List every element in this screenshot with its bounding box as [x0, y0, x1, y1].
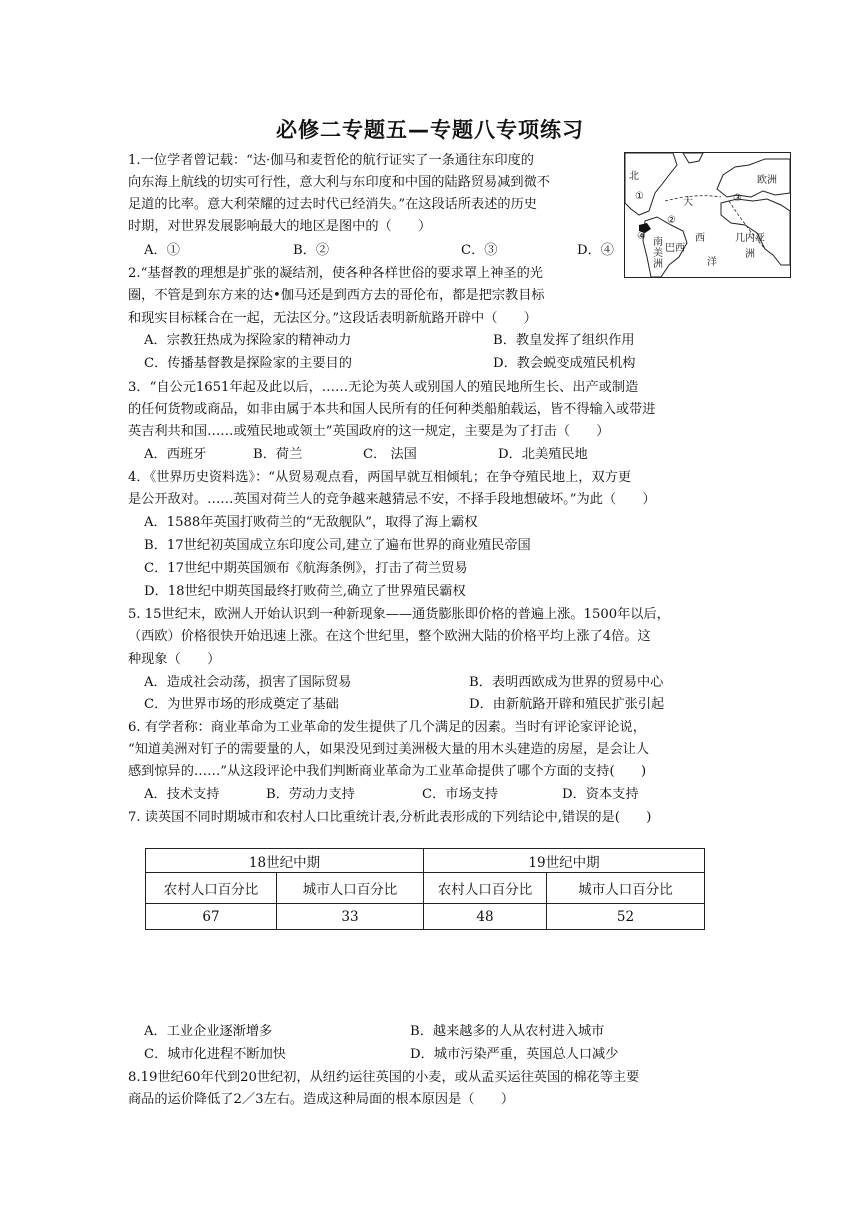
question-1-line: 1.一位学者曾记载：“达·伽马和麦哲伦的航行证实了一条通往东印度的 — [128, 153, 534, 168]
question-3-option-a: A．西班牙 — [144, 447, 207, 462]
question-6-line: 感到惊异的……”从这段评论中我们判断商业革命为工业革命提供了哪个方面的支持( ) — [128, 764, 647, 779]
question-2-line: 和现实目标糅合在一起，无法区分。”这段话表明新航路开辟中（ ） — [128, 311, 537, 326]
table-cell: 67 — [146, 904, 277, 930]
map-label: 洲 — [745, 249, 755, 260]
question-3-line: 3．“自公元1651年起及此以后，……无论为英人或别国人的殖民地所生长、出产或制造 — [128, 380, 639, 395]
map-label: 几内亚 — [735, 233, 765, 244]
table-column-header: 农村人口百分比 — [424, 873, 547, 904]
question-3-line: 的任何货物或商品，如非由属于本共和国人民所有的任何种类船舶载运，皆不得输入或带进 — [128, 402, 656, 417]
table-cell: 48 — [424, 904, 547, 930]
question-5-option-b: B．表明西欧成为世界的贸易中心 — [469, 675, 664, 690]
table-column-header: 城市人口百分比 — [547, 873, 705, 904]
table-period-header: 18世纪中期 — [146, 849, 424, 873]
question-3-option-c: C． 法国 — [363, 447, 417, 462]
map-label: 洋 — [707, 257, 717, 268]
page-title: 必修二专题五—专题八专项练习 — [276, 118, 584, 142]
question-2-line: 圈，不管是到东方来的达•伽马还是到西方去的哥伦布，都是把宗教目标 — [128, 288, 545, 303]
question-4-line: 是公开敌对。……英国对荷兰人的竞争越来越猜忌不安，不择手段地想破坏。”为此（ ） — [128, 492, 656, 507]
question-7-option-d: D．城市污染严重，英国总人口减少 — [410, 1047, 619, 1062]
map-label-marker-3: ③ — [733, 193, 742, 204]
map-label-marker-2: ② — [667, 215, 676, 226]
map-label: 西 — [695, 233, 705, 244]
map-label: 北 — [629, 171, 639, 182]
question-2-option-b: B．教皇发挥了组织作用 — [493, 333, 635, 348]
question-8-line: 8.19世纪60年代到20世纪初，从纽约运往英国的小麦，或从孟买运往英国的棉花等主要 — [128, 1070, 640, 1085]
question-2-option-d: D．教会蜕变成殖民机构 — [493, 356, 636, 371]
europe-shape — [717, 159, 790, 197]
question-1-line: 向东海上航线的切实可行性，意大利与东印度和中国的陆路贸易减到微不 — [128, 175, 550, 190]
map-label: 欧洲 — [757, 175, 777, 186]
question-1-option-a: A．① — [144, 243, 180, 258]
question-1-line: 足道的比率。意大利荣耀的过去时代已经消失。”在这段话所表述的历史 — [128, 197, 537, 212]
route-line — [665, 196, 721, 201]
map-label-marker-1: ① — [635, 191, 644, 202]
question-6-option-b: B．劳动力支持 — [266, 787, 355, 802]
map-label: 洲 — [653, 259, 663, 270]
map-label: 美 — [653, 248, 663, 259]
map-label: 南 — [653, 237, 663, 248]
question-4-option-c: C．17世纪中期英国颁布《航海条例》，打击了荷兰贸易 — [144, 561, 468, 576]
question-7-line: 7. 读英国不同时期城市和农村人口比重统计表,分析此表形成的下列结论中,错误的是( ) — [128, 810, 652, 825]
map-label: 大 — [683, 197, 693, 208]
question-1-option-b: B．② — [293, 243, 330, 258]
question-6-option-a: A．技术支持 — [144, 787, 220, 802]
map-label-marker-4: ④ — [637, 231, 646, 242]
question-5-option-c: C．为世界市场的形成奠定了基础 — [144, 697, 339, 712]
question-4-option-b: B．17世纪初英国成立东印度公司,建立了遍布世界的商业殖民帝国 — [144, 538, 531, 553]
table-cell: 33 — [277, 904, 424, 930]
question-1-option-c: C．③ — [461, 243, 498, 258]
question-8-line: 商品的运价降低了2／3左右。造成这种局面的根本原因是（ ） — [128, 1092, 515, 1107]
population-table — [145, 848, 705, 930]
question-4-line: 4．《世界历史资料选》：“从贸易观点看，两国早就互相倾轧；在争夺殖民地上，双方更 — [128, 470, 632, 485]
map-label: 巴西 — [665, 243, 685, 254]
question-6-option-c: C．市场支持 — [422, 787, 499, 802]
question-3-line: 英吉利共和国……或殖民地或领土”英国政府的这一规定，主要是为了打击（ ） — [128, 424, 610, 439]
question-4-option-d: D．18世纪中期英国最终打败荷兰,确立了世界殖民霸权 — [144, 584, 466, 599]
table-period-header: 19世纪中期 — [424, 849, 705, 873]
question-5-option-d: D．由新航路开辟和殖民扩张引起 — [469, 697, 665, 712]
question-2-option-c: C．传播基督教是探险家的主要目的 — [144, 356, 352, 371]
question-1-line: 时期，对世界发展影响最大的地区是图中的（ ） — [128, 219, 432, 234]
arctic-shape — [683, 153, 703, 163]
question-6-line: 6. 有学者称：商业革命为工业革命的发生提供了几个满足的因素。当时有评论家评论说， — [128, 720, 646, 735]
question-3-option-d: D．北美殖民地 — [498, 447, 588, 462]
question-3-option-b: B．荷兰 — [253, 447, 303, 462]
africa-shape — [721, 199, 790, 265]
question-5-line: 种现象（ ） — [128, 652, 221, 667]
question-6-line: “知道美洲对钉子的需要量的人，如果没见到过美洲极大量的用木头建造的房屋，是会让人 — [128, 742, 650, 757]
table-column-header: 农村人口百分比 — [146, 873, 277, 904]
map-illustration — [624, 152, 791, 278]
question-5-option-a: A．造成社会动荡，损害了国际贸易 — [144, 675, 352, 690]
table-column-header: 城市人口百分比 — [277, 873, 424, 904]
question-6-option-d: D．资本支持 — [562, 787, 639, 802]
table-cell: 52 — [547, 904, 705, 930]
question-2-line: 2.“基督教的理想是扩张的凝结剂，使各种各样世俗的要求罩上神圣的光 — [128, 266, 543, 281]
question-4-option-a: A．1588年英国打败荷兰的“无敌舰队”，取得了海上霸权 — [144, 515, 478, 530]
question-7-option-a: A．工业企业逐渐增多 — [144, 1024, 273, 1039]
question-5-line: 5. 15世纪末，欧洲人开始认识到一种新现象——通货膨胀即价格的普遍上涨。1500年以后， — [128, 607, 670, 622]
question-7-option-c: C．城市化进程不断加快 — [144, 1047, 286, 1062]
question-7-option-b: B．越来越多的人从农村进入城市 — [410, 1024, 605, 1039]
question-5-line: （西欧）价格很快开始迅速上涨。在这个世纪里，整个欧洲大陆的价格平均上涨了4倍。这 — [128, 629, 651, 644]
question-2-option-a: A．宗教狂热成为探险家的精神动力 — [144, 333, 352, 348]
question-1-option-d: D．④ — [577, 243, 614, 258]
north-america-shape — [625, 153, 677, 215]
